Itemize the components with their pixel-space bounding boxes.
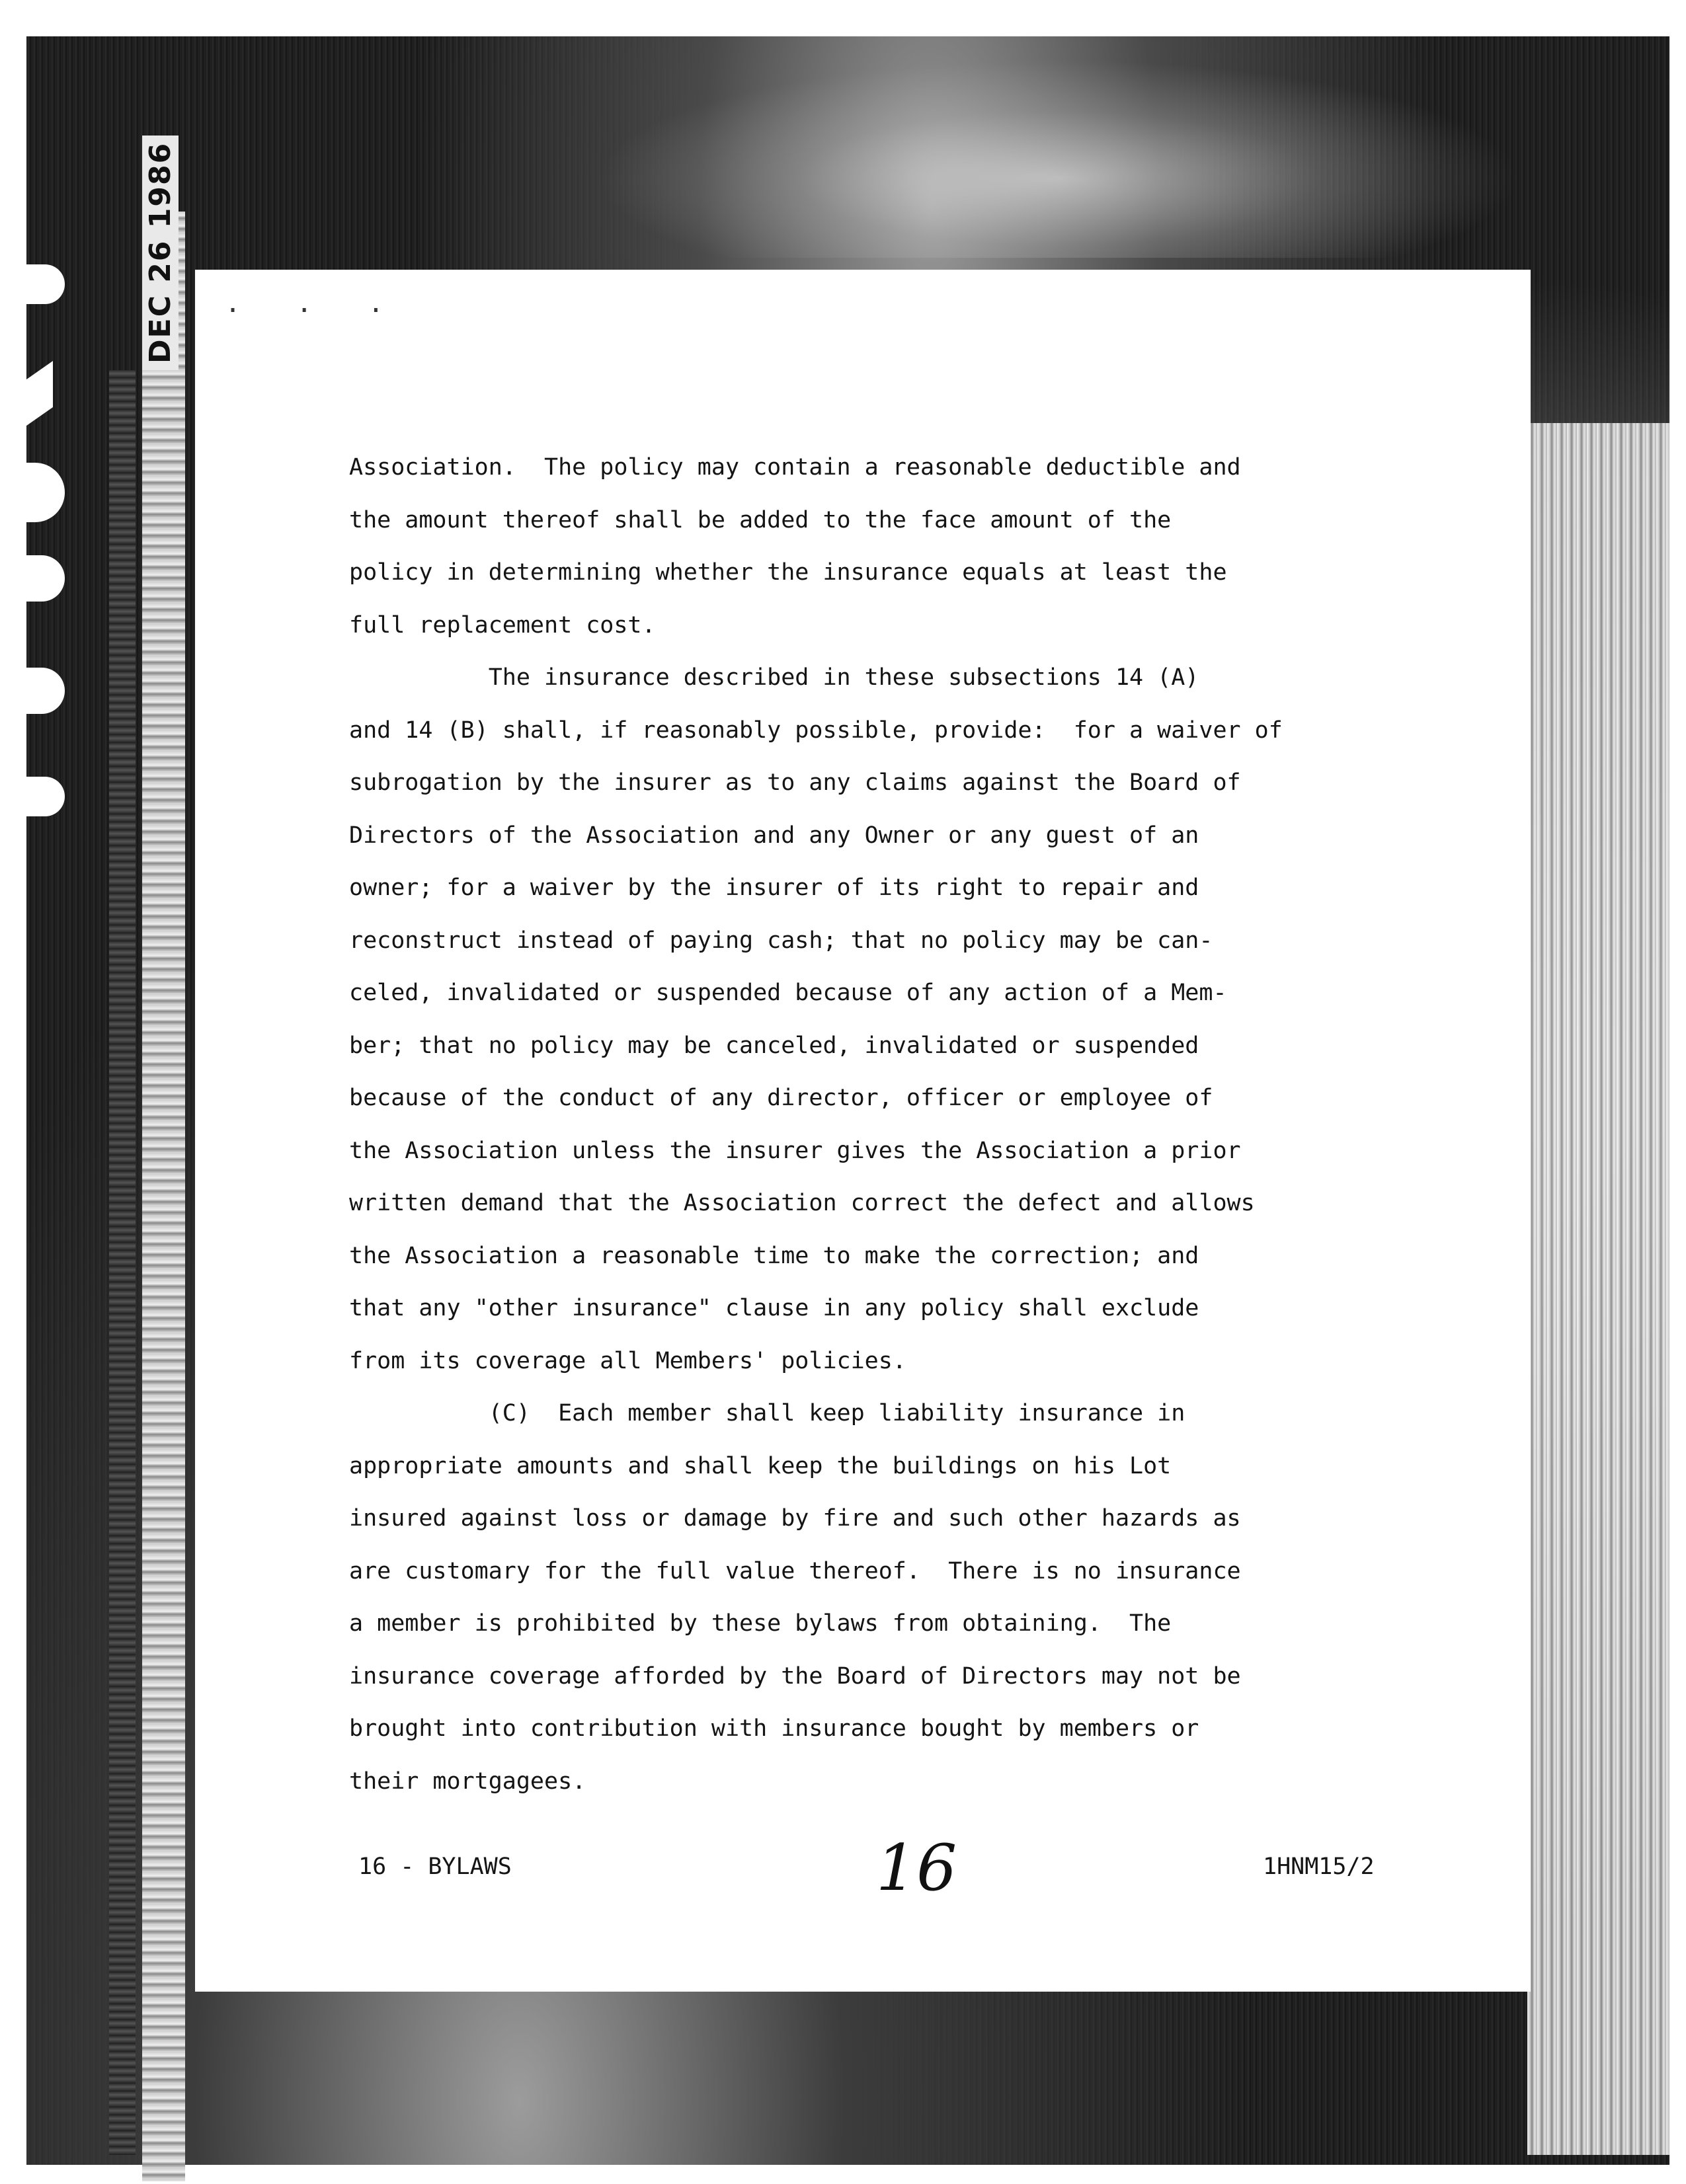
body-line: written demand that the Association correct the defect and allows <box>349 1190 1255 1216</box>
scan-noise-right <box>1527 423 1669 2155</box>
body-line: ber; that no policy may be canceled, invalidated or suspended <box>349 1032 1199 1059</box>
margin-mark <box>26 264 65 304</box>
body-line: insured against loss or damage by fire and such other hazards as <box>349 1505 1241 1532</box>
scan-noise-left-dark <box>109 370 136 2155</box>
scan-noise-left <box>142 212 185 2181</box>
filing-date-stamp: DEC 26 1986 <box>142 136 179 370</box>
body-line: (C) Each member shall keep liability insurance in <box>349 1400 1185 1426</box>
handwritten-page-number: 16 <box>876 1831 957 1905</box>
body-line: the Association unless the insurer gives the Association a prior <box>349 1137 1241 1164</box>
body-line: celed, invalidated or suspended because of any action of a Mem- <box>349 980 1227 1006</box>
body-line: Association. The policy may contain a reasonable deductible and <box>349 454 1241 481</box>
stray-marks: · · · <box>225 295 404 326</box>
margin-mark <box>26 777 65 816</box>
body-line: their mortgagees. <box>349 1768 586 1795</box>
body-line: from its coverage all Members' policies. <box>349 1347 906 1374</box>
body-line: insurance coverage afforded by the Board of Directors may not be <box>349 1662 1241 1690</box>
body-line: full replacement cost. <box>349 611 656 639</box>
body-line: reconstruct instead of paying cash; that no policy may be can- <box>349 927 1213 954</box>
body-line: subrogation by the insurer as to any claims against the Board of <box>349 769 1241 796</box>
body-line: brought into contribution with insurance bought by members or <box>349 1715 1199 1742</box>
body-line: The insurance described in these subsections 14 (A) <box>349 664 1199 691</box>
body-line: and 14 (B) shall, if reasonably possible, provide: for a waiver of <box>349 717 1283 744</box>
body-line: owner; for a waiver by the insurer of its right to repair and <box>349 875 1199 901</box>
footer-document-code: 1HNM15/2 <box>1263 1853 1375 1880</box>
scan-noise-top <box>595 59 1521 258</box>
body-line: the Association a reasonable time to make the correction; and <box>349 1242 1199 1269</box>
body-line: Directors of the Association and any Owner or any guest of an <box>349 822 1199 849</box>
body-line: because of the conduct of any director, officer or employee of <box>349 1085 1213 1111</box>
body-line: that any "other insurance" clause in any policy shall exclude <box>349 1295 1199 1321</box>
body-text <box>349 442 1407 1808</box>
body-line: appropriate amounts and shall keep the buildings on his Lot <box>349 1452 1172 1479</box>
body-line: a member is prohibited by these bylaws from obtaining. The <box>349 1610 1172 1637</box>
body-line: are customary for the full value thereof. There is no insurance <box>349 1557 1241 1584</box>
body-line: the amount thereof shall be added to the face amount of the <box>349 506 1172 533</box>
footer-section-label: 16 - BYLAWS <box>358 1853 512 1880</box>
body-line: policy in determining whether the insurance equals at least the <box>349 559 1227 586</box>
